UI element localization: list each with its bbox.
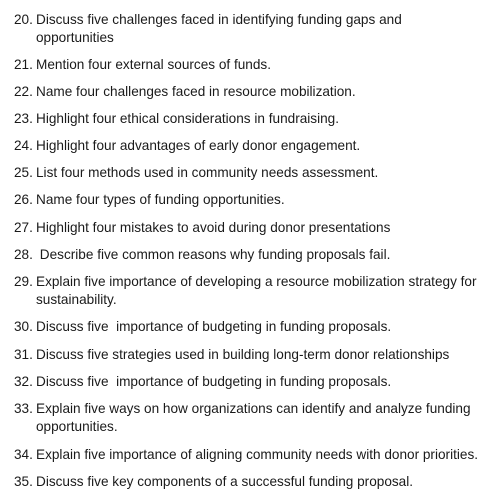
question-text: Name four types of funding opportunities. (36, 192, 285, 207)
question-text: Discuss five strategies used in building long-term donor relationships (36, 347, 450, 362)
question-item (14, 11, 482, 47)
question-text: Discuss five key components of a successful funding proposal. (36, 474, 414, 489)
question-item (14, 219, 482, 237)
question-text: Describe five common reasons why funding proposals fail. (36, 247, 391, 262)
question-number: 29. (14, 274, 33, 289)
question-text: Explain five ways on how organizations can identify and analyze funding opportunities. (36, 401, 471, 434)
question-text: Discuss five importance of budgeting in funding proposals. (36, 374, 392, 389)
question-text: Highlight four ethical considerations in fundraising. (36, 111, 340, 126)
question-item (14, 318, 482, 336)
question-item (14, 446, 482, 464)
question-number: 33. (14, 401, 33, 416)
question-item (14, 346, 482, 364)
question-item (14, 273, 482, 309)
question-text: Discuss five importance of budgeting in funding proposals. (36, 319, 392, 334)
question-number: 22. (14, 84, 33, 99)
question-number: 24. (14, 138, 33, 153)
question-number: 21. (14, 57, 33, 72)
question-item (14, 191, 482, 209)
question-item (14, 137, 482, 155)
question-item (14, 83, 482, 101)
question-item (14, 56, 482, 74)
question-item (14, 473, 482, 491)
question-number: 31. (14, 347, 33, 362)
question-number: 34. (14, 447, 33, 462)
question-item (14, 373, 482, 391)
question-number: 35. (14, 474, 33, 489)
question-item (14, 164, 482, 182)
question-text: List four methods used in community needs assessment. (36, 165, 379, 180)
question-number: 20. (14, 12, 33, 27)
question-number: 27. (14, 220, 33, 235)
question-number: 26. (14, 192, 33, 207)
question-text: Mention four external sources of funds. (36, 57, 271, 72)
question-item (14, 246, 482, 264)
question-text: Explain five importance of aligning community needs with donor priorities. (36, 447, 479, 462)
question-number: 32. (14, 374, 33, 389)
question-text: Highlight four advantages of early donor engagement. (36, 138, 361, 153)
question-text: Discuss five challenges faced in identifying funding gaps and opportunities (36, 12, 406, 45)
question-item (14, 110, 482, 128)
question-number: 23. (14, 111, 33, 126)
question-number: 28. (14, 247, 33, 262)
question-number: 25. (14, 165, 33, 180)
question-number: 30. (14, 319, 33, 334)
question-text: Explain five importance of developing a resource mobilization strategy for sustainability. (36, 274, 477, 307)
question-text: Name four challenges faced in resource mobilization. (36, 84, 356, 99)
question-text: Highlight four mistakes to avoid during donor presentations (36, 220, 391, 235)
question-item (14, 400, 482, 436)
